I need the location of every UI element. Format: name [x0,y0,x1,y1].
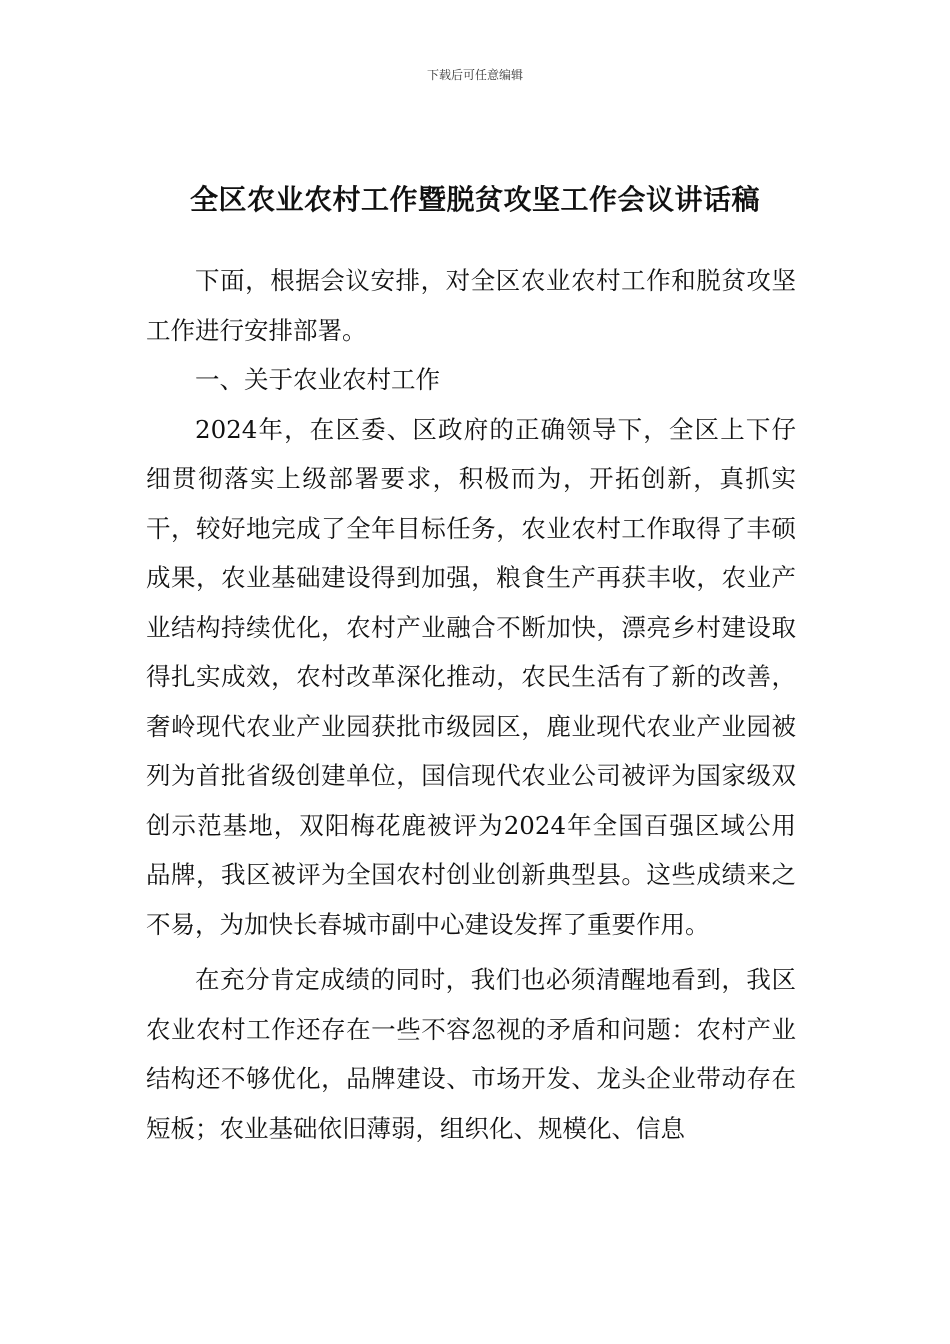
paragraph-achievements: 2024年，在区委、区政府的正确领导下，全区上下仔细贯彻落实上级部署要求，积极而为，开拓创新，真抓实干，较好地完成了全年目标任务，农业农村工作取得了丰硕成果，农业基础建设得到加强，粮食生产再获丰收，农业产业结构持续优化，农村产业融合不断加快，漂亮乡村建设取得扎实成效，农村改革深化推动，农民生活有了新的改善，奢岭现代农业产业园获批市级园区，鹿业现代农业产业园被列为首批省级创建单位，国信现代农业公司被评为国家级双创示范基地，双阳梅花鹿被评为2024年全国百强区域公用品牌，我区被评为全国农村创业创新典型县。这些成绩来之不易，为加快长春城市副中心建设发挥了重要作用。 [146,414,796,939]
section-heading: 一、关于农业农村工作 [195,365,440,394]
paragraph-intro: 下面，根据会议安排，对全区农业农村工作和脱贫攻坚工作进行安排部署。 [146,266,796,345]
document-body [146,256,796,1153]
document-title: 全区农业农村工作暨脱贫攻坚工作会议讲话稿 [189,183,760,216]
paragraph-problems: 在充分肯定成绩的同时，我们也必须清醒地看到，我区农业农村工作还存在一些不容忽视的矛盾和问题：农村产业结构还不够优化，品牌建设、市场开发、龙头企业带动存在短板；农业基础依旧薄弱，组织化、规模化、信息 [146,965,796,1143]
header-note: 下载后可任意编辑 [426,68,523,82]
